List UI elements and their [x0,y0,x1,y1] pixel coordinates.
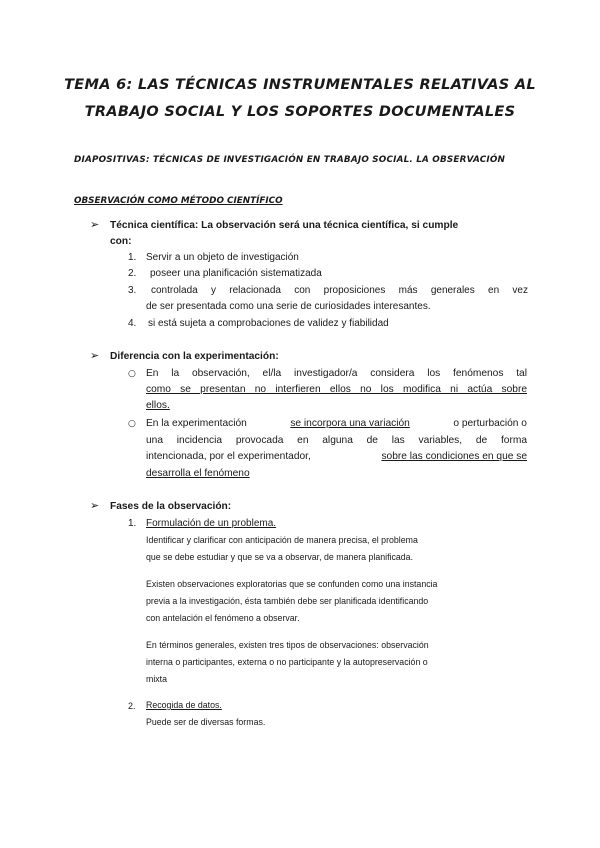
experimentacion-text: En la experimentación [146,418,250,429]
experimentacion-text: intencionada, por el experimentador, [146,451,314,462]
fase-1-p3-line-1: En términos generales, existen tres tipos de observaciones: observación [146,640,429,650]
fase-1-p3-line-2: interna o participantes, externa o no participante y la autopreservación o [146,657,428,667]
fases-title: Fases de la observación: [110,501,232,512]
fase-2-text: Puede ser de diversas formas. [146,717,266,727]
variacion-underlined: se incorpora una variación [290,418,410,429]
fase-1-p2-line-1: Existen observaciones exploratorias que se confunden como una instancia [146,579,438,589]
observacion-line-3: ellos. [146,400,170,411]
arrow-bullet-icon: ➢ [90,218,100,231]
list-item: controlada y relacionada con proposiciones más generales en vez [151,285,528,296]
list-item: si está sujeta a comprobaciones de validez y fiabilidad [148,318,389,329]
experimentacion-line-4: desarrolla el fenómeno [146,468,250,479]
experimentacion-line-3 [146,449,527,465]
arrow-bullet-icon: ➢ [90,499,100,512]
observacion-line-2: como se presentan no interfieren ellos no los modifica ni actúa sobre [146,384,527,395]
arrow-bullet-icon: ➢ [90,349,100,362]
circle-bullet-icon: ○ [128,419,136,429]
experimentacion-line-1 [146,416,527,432]
experimentacion-text: o perturbación o [450,418,527,429]
title-line-2: TRABAJO SOCIAL Y LOS SOPORTES DOCUMENTALES [84,104,516,120]
circle-bullet-icon: ○ [128,369,136,379]
fase-1-p3-line-3: mixta [146,674,168,684]
list-number: 4. [128,318,137,329]
list-item-continuation: de ser presentada como una serie de curiosidades interesantes. [146,301,431,312]
fase-1-p2-line-2: previa a la investigación, ésta también debe ser planificada identificando [146,596,429,606]
subtitle: DIAPOSITIVAS: TÉCNICAS DE INVESTIGACIÓN EN TRABAJO SOCIAL. LA OBSERVACIÓN [74,155,506,165]
list-number: 2. [128,268,137,279]
tecnica-line-2: con: [110,236,132,247]
diferencia-title: Diferencia con la experimentación: [110,351,279,362]
list-number: 3. [128,285,137,296]
tecnica-line-1: Técnica científica: La observación será una técnica científica, si cumple [110,220,459,231]
experimentacion-line-2: una incidencia provocada en alguna de las variables, de forma [146,435,527,446]
fase-1-p1-line-2: que se debe estudiar y que se va a observar, de manera planificada. [146,552,414,562]
fase-1-p1-line-1: Identificar y clarificar con anticipación de manera precisa, el problema [146,535,418,545]
fase-1-p2-line-3: con antelación el fenómeno a observar. [146,613,300,623]
title-line-1: TEMA 6: LAS TÉCNICAS INSTRUMENTALES RELATIVAS AL [64,77,536,93]
fase-2-title: Recogida de datos. [146,700,222,710]
list-item: Servir a un objeto de investigación [146,252,299,263]
list-number: 1. [128,252,137,263]
observacion-line-1: En la observación, el/la investigador/a considera los fenómenos tal [146,368,527,379]
list-number: 2. [128,701,136,711]
page-title [60,72,540,126]
fase-1-title: Formulación de un problema. [146,518,277,529]
list-item: poseer una planificación sistematizada [150,268,322,279]
condiciones-underlined: sobre las condiciones en que se [381,451,527,462]
list-number: 1. [128,518,137,529]
section-heading: OBSERVACIÓN COMO MÉTODO CIENTÍFICO [74,196,283,206]
